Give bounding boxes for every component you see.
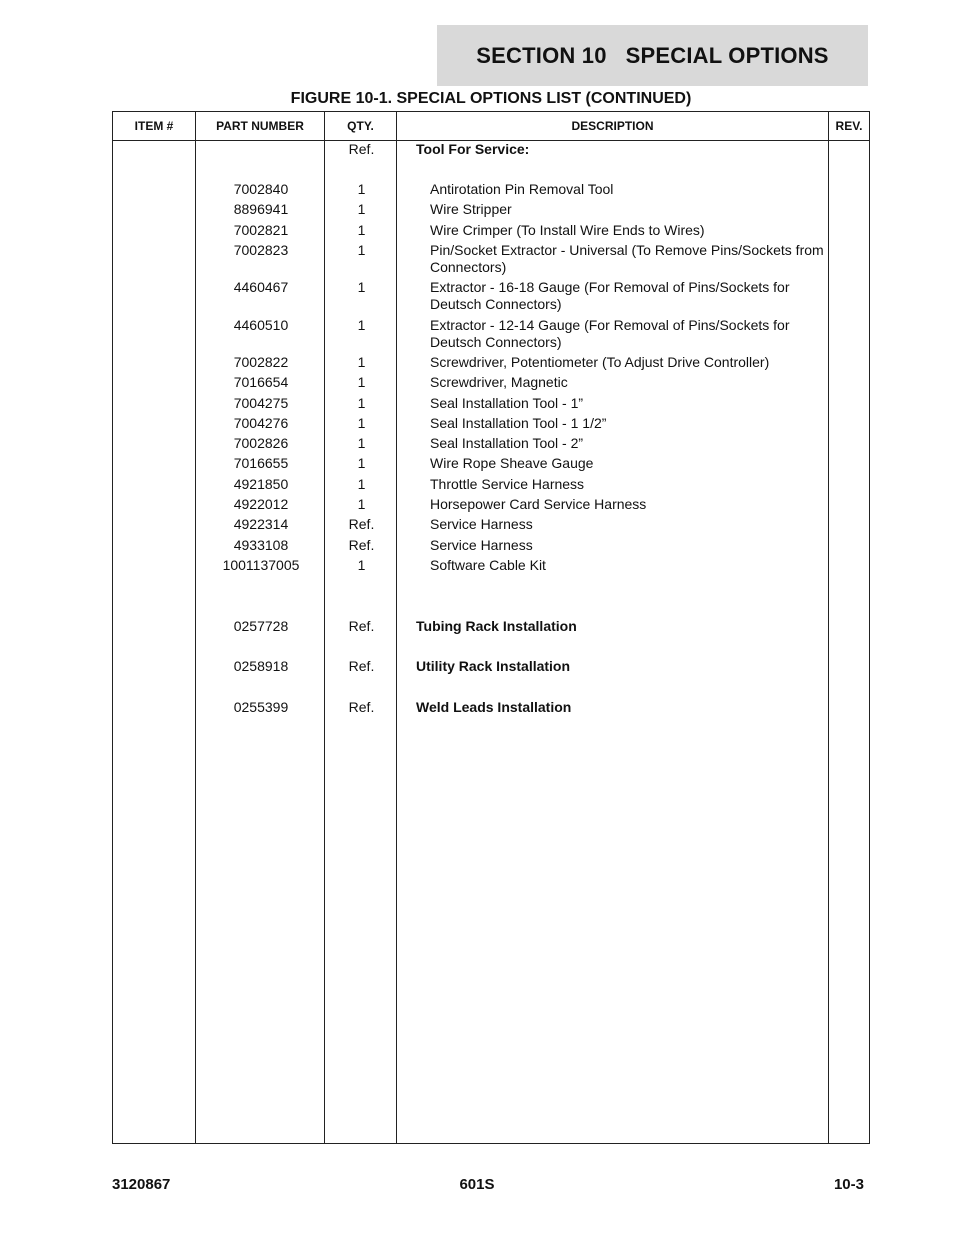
qty: 1 <box>357 354 366 370</box>
description: Wire Crimper (To Install Wire Ends to Wires) <box>430 222 705 238</box>
qty: Ref. <box>348 658 375 674</box>
part-number: 7004275 <box>233 395 289 411</box>
qty: 1 <box>357 222 366 238</box>
description: Weld Leads Installation <box>416 699 572 715</box>
description: Extractor - 12-14 Gauge (For Removal of Pins/Sockets for Deutsch Connectors) <box>430 317 790 350</box>
description: Seal Installation Tool - 1 1/2” <box>430 415 607 431</box>
qty: 1 <box>357 415 366 431</box>
qty: 1 <box>357 435 366 451</box>
description: Antirotation Pin Removal Tool <box>430 181 614 197</box>
part-number: 8896941 <box>233 201 289 217</box>
qty: 1 <box>357 279 366 295</box>
section-header <box>437 25 868 86</box>
footer-model: 601S <box>459 1176 495 1193</box>
part-number: 4922314 <box>233 516 289 532</box>
description: Software Cable Kit <box>430 557 546 573</box>
header-part-number: PART NUMBER <box>216 119 304 133</box>
qty: 1 <box>357 476 366 492</box>
part-number: 7016655 <box>233 455 289 471</box>
part-number: 7016654 <box>233 374 289 390</box>
qty: Ref. <box>348 618 375 634</box>
part-number: 4922012 <box>233 496 289 512</box>
part-number: 7002822 <box>233 354 289 370</box>
description: Seal Installation Tool - 1” <box>430 395 584 411</box>
part-number: 4460467 <box>233 279 289 295</box>
qty: 1 <box>357 496 366 512</box>
parts-table <box>112 111 870 1144</box>
description: Screwdriver, Potentiometer (To Adjust Drive Controller) <box>430 354 770 370</box>
part-number: 7002821 <box>233 222 289 238</box>
qty: Ref. <box>348 537 375 553</box>
part-number: 7002840 <box>233 181 289 197</box>
part-number: 0257728 <box>233 618 289 634</box>
part-number: 0258918 <box>233 658 289 674</box>
figure-title: FIGURE 10-1. SPECIAL OPTIONS LIST (CONTINUED) <box>290 90 692 107</box>
section-number: SECTION 10 <box>476 42 607 68</box>
qty: 1 <box>357 455 366 471</box>
section-title: SPECIAL OPTIONS <box>625 42 829 68</box>
header-description: DESCRIPTION <box>571 119 654 133</box>
part-number: 0255399 <box>233 699 289 715</box>
qty: 1 <box>357 395 366 411</box>
description: Wire Rope Sheave Gauge <box>430 455 594 471</box>
qty: Ref. <box>348 516 375 532</box>
qty: Ref. <box>348 141 375 157</box>
header-item: ITEM # <box>134 119 174 133</box>
description: Wire Stripper <box>430 201 512 217</box>
description: Service Harness <box>430 537 533 553</box>
qty: 1 <box>357 181 366 197</box>
qty: 1 <box>357 242 366 258</box>
description: Screwdriver, Magnetic <box>430 374 568 390</box>
header-rev: REV. <box>835 119 863 133</box>
qty: Ref. <box>348 699 375 715</box>
part-number: 4460510 <box>233 317 289 333</box>
column-divider <box>828 112 829 1143</box>
qty: 1 <box>357 374 366 390</box>
footer-page-number: 10-3 <box>833 1176 864 1193</box>
part-number: 7002823 <box>233 242 289 258</box>
qty: 1 <box>357 557 366 573</box>
description: Service Harness <box>430 516 533 532</box>
description: Tool For Service: <box>416 141 530 157</box>
part-number: 7004276 <box>233 415 289 431</box>
part-number: 1001137005 <box>222 557 300 573</box>
description: Tubing Rack Installation <box>416 618 577 634</box>
description: Utility Rack Installation <box>416 658 571 674</box>
description: Pin/Socket Extractor - Universal (To Remove Pins/Sockets from Connectors) <box>430 242 824 275</box>
part-number: 4933108 <box>233 537 289 553</box>
part-number: 7002826 <box>233 435 289 451</box>
part-number: 4921850 <box>233 476 289 492</box>
qty: 1 <box>357 201 366 217</box>
description: Horsepower Card Service Harness <box>430 496 647 512</box>
footer-document-number: 3120867 <box>112 1176 171 1193</box>
description: Seal Installation Tool - 2” <box>430 435 584 451</box>
header-qty: QTY. <box>347 119 374 133</box>
qty: 1 <box>357 317 366 333</box>
column-divider <box>195 112 196 1143</box>
description: Throttle Service Harness <box>430 476 585 492</box>
description: Extractor - 16-18 Gauge (For Removal of Pins/Sockets for Deutsch Connectors) <box>430 279 790 312</box>
